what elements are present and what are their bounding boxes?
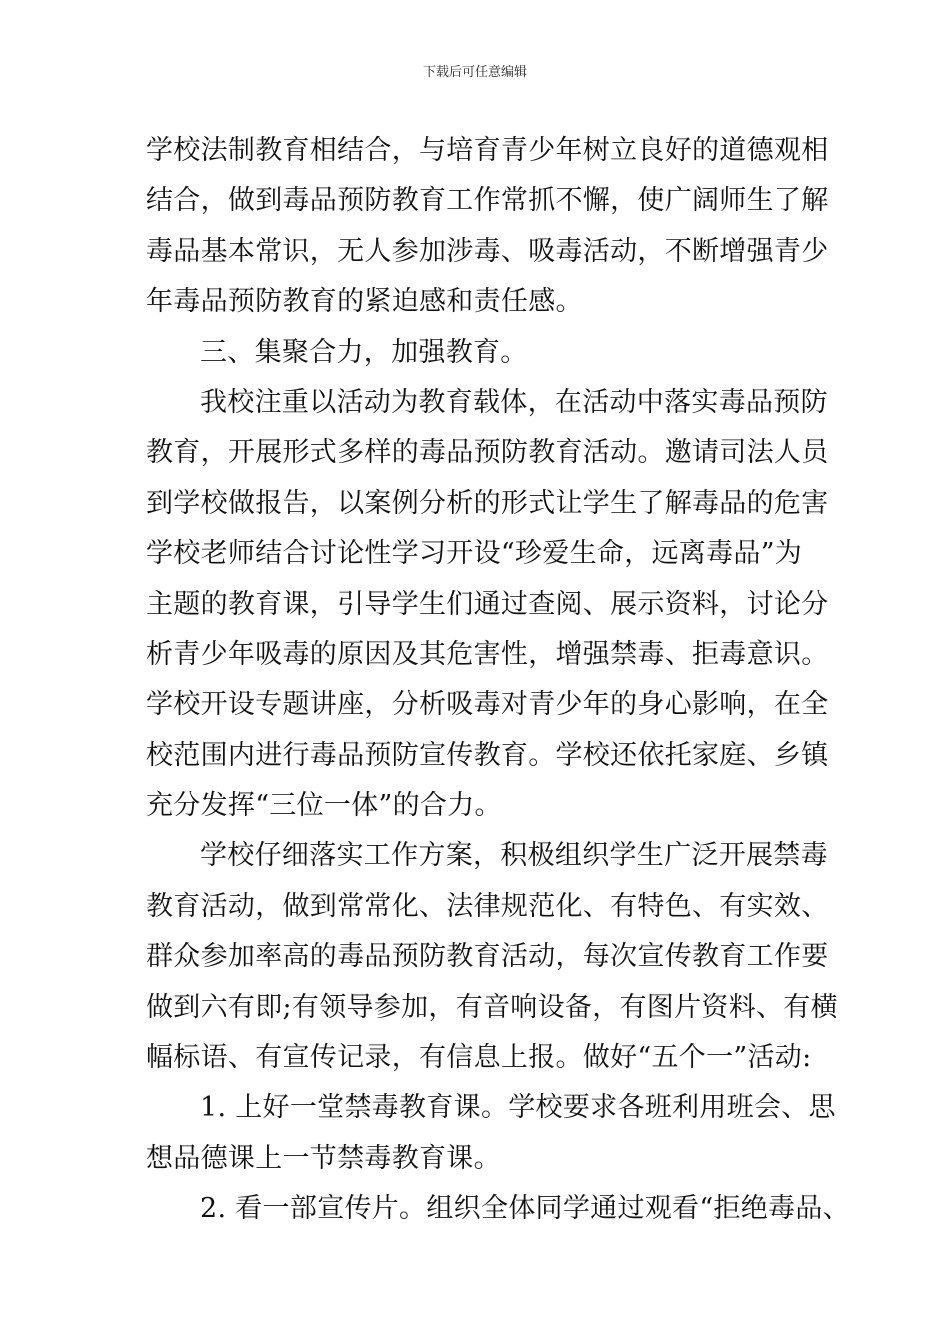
- text-line-2: 结合，做到毒品预防教育工作常抓不懈，使广阔师生了解: [146, 185, 829, 217]
- text-line-6: 我校注重以活动为教育载体，在活动中落实毒品预防: [200, 386, 828, 418]
- text-line-9: 学校老师结合讨论性学习开设“珍爱生命，远离毒品”为: [146, 538, 803, 570]
- text-line-16: 教育活动，做到常常化、法律规范化、有特色、有实效、: [146, 890, 829, 922]
- section-heading: 三、集聚合力，加强教育。: [200, 336, 528, 368]
- text-line-18: 做到六有即;有领导参加，有音响设备，有图片资料、有横: [146, 991, 838, 1023]
- text-line-19: 幅标语、有宣传记录，有信息上报。做好“五个一”活动:: [146, 1042, 812, 1074]
- text-line-15: 学校仔细落实工作方案，积极组织学生广泛开展禁毒: [200, 840, 828, 872]
- text-line-10: 主题的教育课，引导学生们通过查阅、展示资料，讨论分: [146, 588, 829, 620]
- text-line-13: 校范围内进行毒品预防宣传教育。学校还依托家庭、乡镇: [146, 739, 829, 771]
- document-body: [146, 126, 850, 1235]
- page-bottom-margin: [0, 1300, 950, 1301]
- text-line-4: 年毒品预防教育的紧迫感和责任感。: [146, 286, 583, 318]
- page-header: 下载后可任意编辑: [422, 65, 527, 80]
- text-line-14: 充分发挥“三位一体”的合力。: [146, 790, 502, 822]
- text-line-11: 析青少年吸毒的原因及其危害性，增强禁毒、拒毒意识。: [146, 638, 829, 670]
- text-line-1: 学校法制教育相结合，与培育青少年树立良好的道德观相: [146, 135, 829, 166]
- text-line-12: 学校开设专题讲座，分析吸毒对青少年的身心影响，在全: [146, 689, 829, 721]
- list-item-1: 1. 上好一堂禁毒教育课。学校要求各班利用班会、思: [200, 1092, 836, 1124]
- list-item-1-continued: 想品德课上一节禁毒教育课。: [146, 1142, 501, 1174]
- list-item-2: 2. 看一部宣传片。组织全体同学通过观看“拒绝毒品、: [200, 1193, 850, 1225]
- text-line-3: 毒品基本常识，无人参加涉毒、吸毒活动，不断增强青少: [146, 235, 829, 267]
- text-line-8: 到学校做报告，以案例分析的形式让学生了解毒品的危害: [146, 487, 829, 519]
- text-line-7: 教育，开展形式多样的毒品预防教育活动。邀请司法人员: [146, 437, 829, 469]
- text-line-17: 群众参加率高的毒品预防教育活动，每次宣传教育工作要: [146, 941, 829, 973]
